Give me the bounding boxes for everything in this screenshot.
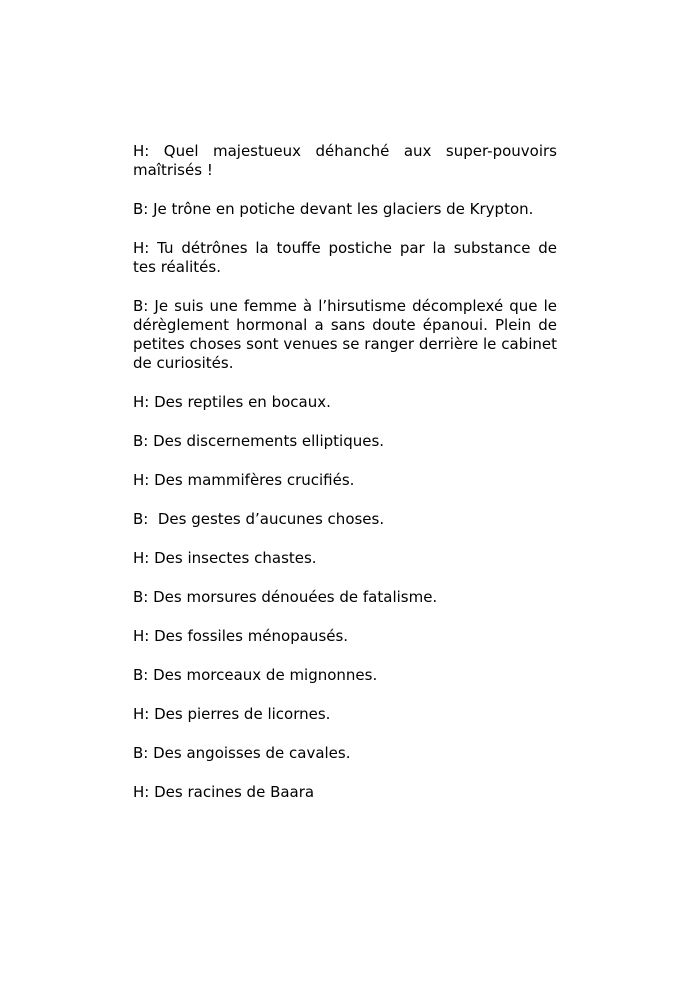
paragraph: H: Quel majestueux déhanché aux super-pouvoirs maîtrisés ! bbox=[133, 142, 557, 179]
paragraph: B: Des gestes d’aucunes choses. bbox=[133, 510, 385, 528]
dialogue-text bbox=[133, 142, 557, 822]
paragraph: B: Des morceaux de mignonnes. bbox=[133, 666, 378, 684]
paragraph: B: Je suis une femme à l’hirsutisme décomplexé que le dérèglement hormonal a sans doute épanoui. Plein de petites choses sont venues se ranger derrière le cabinet de curiosités. bbox=[133, 297, 557, 372]
paragraph: B: Je trône en potiche devant les glaciers de Krypton. bbox=[133, 200, 534, 218]
paragraph: H: Des racines de Baara bbox=[133, 783, 315, 801]
paragraph: B: Des discernements elliptiques. bbox=[133, 432, 385, 450]
paragraph: B: Des morsures dénouées de fatalisme. bbox=[133, 588, 438, 606]
paragraph: H: Des pierres de licornes. bbox=[133, 705, 331, 723]
paragraph: H: Des insectes chastes. bbox=[133, 549, 317, 567]
paragraph: H: Des reptiles en bocaux. bbox=[133, 393, 331, 411]
paragraph: H: Tu détrônes la touffe postiche par la substance de tes réalités. bbox=[133, 239, 557, 276]
paragraph: H: Des fossiles ménopausés. bbox=[133, 627, 349, 645]
paragraph: B: Des angoisses de cavales. bbox=[133, 744, 351, 762]
paragraph: H: Des mammifères crucifiés. bbox=[133, 471, 355, 489]
